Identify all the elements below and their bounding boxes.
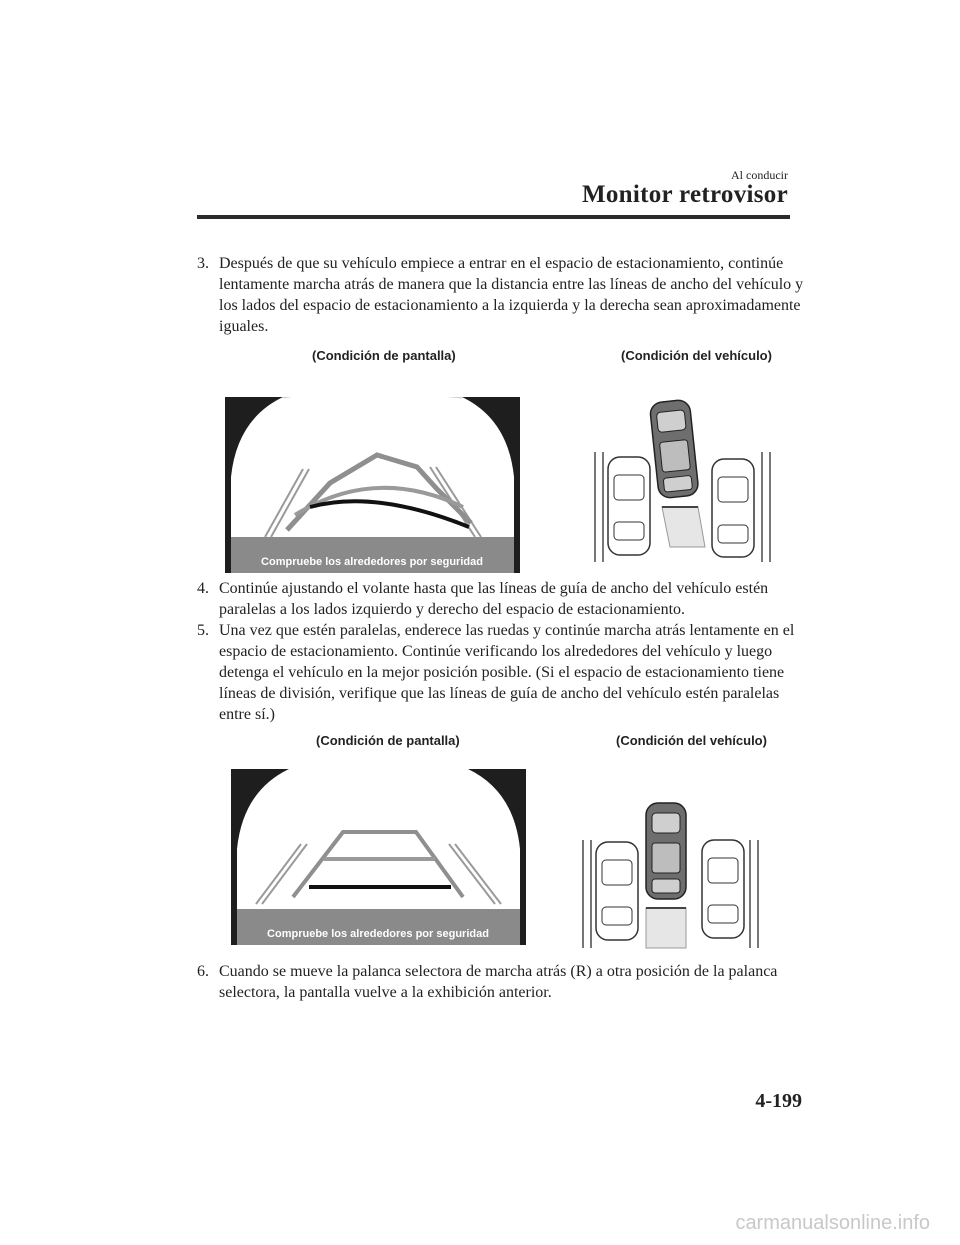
step-number: 6. [197, 963, 209, 980]
step-6 [197, 961, 807, 1003]
vehicle-condition-diagram-2 [578, 800, 763, 950]
rear-camera-screen-2 [231, 769, 526, 945]
step-number: 5. [197, 622, 209, 639]
step-text: Continúe ajustando el volante hasta que las líneas de guía de ancho del vehículo estén paralelas a los lados izquierdo y derecho del espacio de estacionamiento. [219, 580, 769, 618]
step-5 [197, 620, 807, 725]
vehicle-condition-diagram-1 [590, 397, 775, 567]
rear-camera-screen-1 [225, 397, 520, 573]
caption-screen-condition-2: (Condición de pantalla) [316, 733, 460, 748]
step-number: 4. [197, 580, 209, 597]
step-text: Una vez que estén paralelas, enderece las ruedas y continúe marcha atrás lentamente en el espacio de estacionamiento. Continúe verificando los alrededores del vehículo y luego detenga el vehículo en la mejor posición posible. (Si el espacio de estacionamiento tiene líneas de división, verifique que las líneas de guía de ancho del vehículo estén paralelas entre sí.) [219, 622, 795, 723]
warning-text-2: Compruebe los alrededores por seguridad [267, 928, 489, 940]
step-number: 3. [197, 255, 209, 272]
page-title: Monitor retrovisor [581, 181, 788, 208]
step-3 [197, 253, 807, 337]
step-text: Cuando se mueve la palanca selectora de marcha atrás (R) a otra posición de la palanca selectora, la pantalla vuelve a la exhibición anterior. [219, 963, 778, 1001]
page-number: 4-199 [755, 1090, 802, 1112]
caption-vehicle-condition-2: (Condición del vehículo) [616, 733, 767, 748]
header-divider [197, 215, 790, 219]
section-label: Al conducir [731, 168, 788, 182]
caption-screen-condition-1: (Condición de pantalla) [312, 348, 456, 363]
step-4 [197, 578, 807, 620]
step-text: Después de que su vehículo empiece a entrar en el espacio de estacionamiento, continúe lentamente marcha atrás de manera que la distancia entre las líneas de ancho del vehículo y los lados del espacio de estacionamiento a la izquierda y la derecha sean aproximadamente iguales. [219, 255, 804, 335]
warning-text-1: Compruebe los alrededores por seguridad [261, 556, 483, 568]
watermark: carmanualsonline.info [735, 1212, 930, 1234]
caption-vehicle-condition-1: (Condición del vehículo) [621, 348, 772, 363]
